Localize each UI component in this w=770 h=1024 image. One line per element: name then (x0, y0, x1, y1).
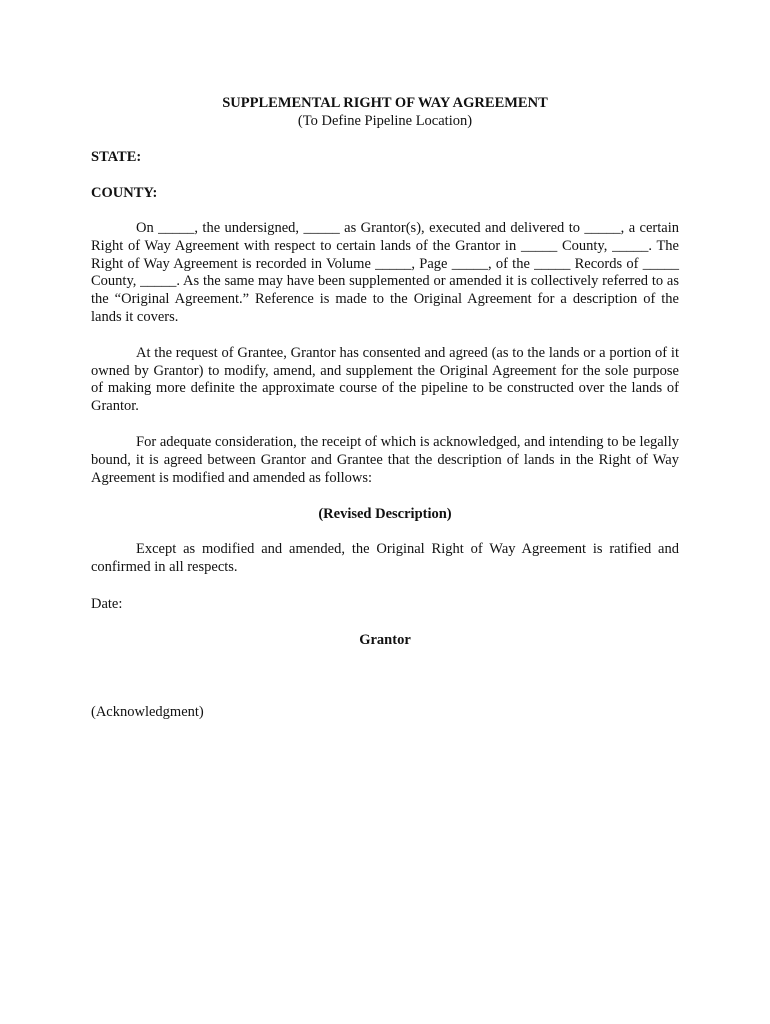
paragraph-consideration: For adequate consideration, the receipt of which is acknowledged, and intending to be legally bound, it is agreed between Grantor and Grantee that the description of lands in the Right of Way Agreement is modified and amended as follows: (91, 433, 679, 486)
document-subtitle: (To Define Pipeline Location) (297, 113, 473, 129)
county-label: COUNTY: (91, 185, 158, 201)
document-title: SUPPLEMENTAL RIGHT OF WAY AGREEMENT (222, 95, 548, 111)
date-label: Date: (91, 595, 123, 612)
paragraph-ratification: Except as modified and amended, the Original Right of Way Agreement is ratified and confirmed in all respects. (91, 541, 679, 576)
paragraph-grantee-request: At the request of Grantee, Grantor has consented and agreed (as to the lands or a portion of it owned by Grantor) to modify, amend, and supplement the Original Agreement for the sole purpose of making more definite the approximate course of the pipeline to be constructed over the lands of Grantor. (91, 344, 679, 415)
acknowledgment-label: (Acknowledgment) (91, 703, 204, 720)
grantor-label: Grantor (359, 631, 411, 648)
state-label: STATE: (91, 149, 142, 165)
revised-description-heading: (Revised Description) (318, 506, 452, 523)
paragraph-original-agreement: On _____, the undersigned, _____ as Grantor(s), executed and delivered to _____, a certain Right of Way Agreement with respect to certain lands of the Grantor in _____ County, _____. The Right of Way Agreement is recorded in Volume _____, Page _____, of the _____ Records of _____ County, _____. As the same may have been supplemented or amended it is collectively referred to as the “Original Agreement.” Reference is made to the Original Agreement for a description of the lands it covers. (91, 220, 679, 325)
